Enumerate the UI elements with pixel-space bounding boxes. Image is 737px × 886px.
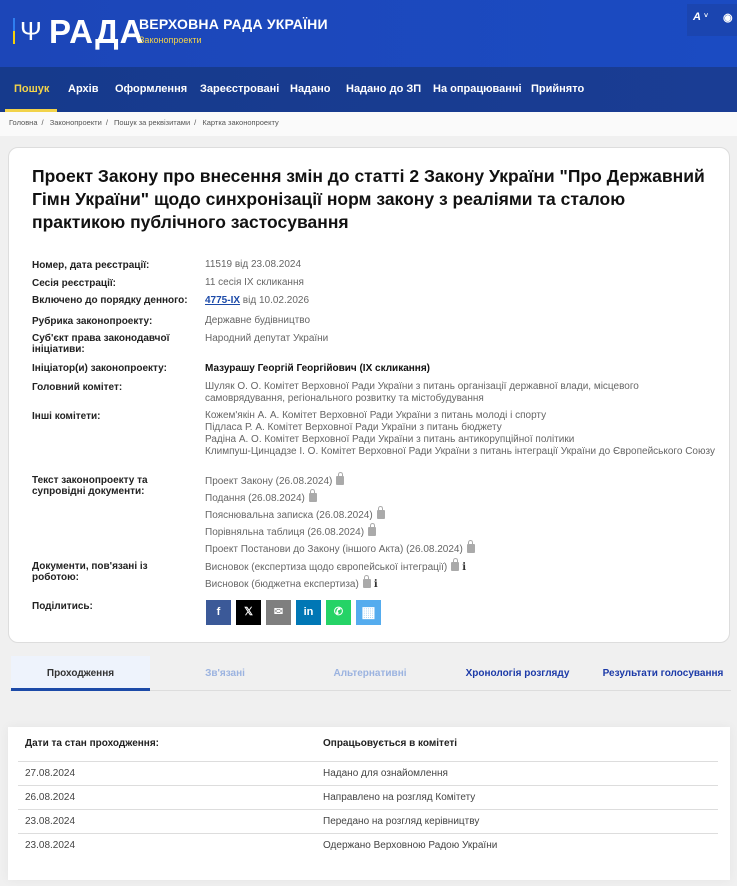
linkedin-icon[interactable]: in xyxy=(296,600,321,625)
row-date: 23.08.2024 xyxy=(25,840,76,851)
share-buttons xyxy=(206,600,381,625)
bill-card xyxy=(8,147,730,643)
related-list xyxy=(205,559,715,593)
site-header xyxy=(0,0,737,67)
nav-submitted[interactable]: Надано xyxy=(290,83,331,95)
tab-alternative[interactable]: Альтернативні xyxy=(333,668,407,679)
facebook-icon[interactable]: f xyxy=(206,600,231,625)
header-controls xyxy=(687,4,737,36)
related-label: Документи, пов'язані із роботою: xyxy=(32,561,148,583)
rubric-value: Державне будівництво xyxy=(205,315,311,326)
related-doc-link[interactable]: Висновок (бюджетна експертиза) xyxy=(205,579,359,590)
tab-passage[interactable]: Проходження xyxy=(11,656,150,691)
doc-link[interactable]: Проект Закону (26.08.2024) xyxy=(205,476,333,487)
breadcrumb-search[interactable]: Пошук за реквізитами xyxy=(114,118,191,127)
nav-registered[interactable]: Зареєстровані xyxy=(200,83,280,95)
reg-value: 11519 від 23.08.2024 xyxy=(205,259,302,270)
row-date: 26.08.2024 xyxy=(25,792,76,803)
info-icon[interactable]: i xyxy=(373,579,378,590)
subject-label: Суб'єкт права законодавчої ініціативи: xyxy=(32,333,170,355)
lock-icon xyxy=(467,544,475,553)
nav-search[interactable]: Пошук xyxy=(14,83,50,95)
row-status: Направлено на розгляд Комітету xyxy=(323,792,476,803)
doc-link[interactable]: Проект Постанови до Закону (іншого Акта) (26.08.2024) xyxy=(205,544,463,555)
session-value: 11 сесія IX скликання xyxy=(205,277,304,288)
lock-icon xyxy=(309,493,317,502)
table-row xyxy=(18,762,718,786)
lock-icon xyxy=(451,562,459,571)
agenda-value xyxy=(205,295,715,307)
main-committee-label: Головний комітет: xyxy=(32,382,123,393)
nav-processing[interactable]: На опрацюванні xyxy=(433,83,522,95)
agenda-label: Включено до порядку денного: xyxy=(32,295,188,306)
other-committees-label: Інші комітети: xyxy=(32,411,101,422)
table-row xyxy=(18,810,718,834)
passage-table xyxy=(8,727,730,880)
share-label: Поділитись: xyxy=(32,601,93,612)
tabs xyxy=(10,656,731,691)
committee-item: Климпуш-Цинцадзе І. О. Комітет Верховної Ради України з питань інтеграції України до Європейського Союзу xyxy=(205,446,715,457)
eye-icon[interactable]: ◉ xyxy=(723,12,733,24)
doc-link[interactable]: Подання (26.08.2024) xyxy=(205,493,305,504)
breadcrumb-current: Картка законопроекту xyxy=(202,118,279,127)
column-header: Дати та стан проходження: xyxy=(25,738,159,749)
row-status: Надано для ознайомлення xyxy=(323,768,448,779)
agenda-date: від 10.02.2026 xyxy=(240,295,310,306)
docs-list xyxy=(205,473,715,558)
whatsapp-icon[interactable]: ✆ xyxy=(326,600,351,625)
nav-adopted[interactable]: Прийнято xyxy=(531,83,585,95)
initiator-value[interactable]: Мазурашу Георгій Георгійович (IX скликання) xyxy=(205,363,431,374)
tab-voting[interactable]: Результати голосування xyxy=(602,668,724,679)
lock-icon xyxy=(368,527,376,536)
committee-item: Радіна А. О. Комітет Верховної Ради України з питань антикорупційної політики xyxy=(205,434,575,445)
rubric-label: Рубрика законопроекту: xyxy=(32,316,153,327)
flag-stripe xyxy=(13,18,15,44)
tab-chronology[interactable]: Хронологія розгляду xyxy=(465,668,570,679)
reg-label: Номер, дата реєстрації: xyxy=(32,260,150,271)
info-icon[interactable]: i xyxy=(462,562,467,573)
doc-link[interactable]: Порівняльна таблиця (26.08.2024) xyxy=(205,527,365,538)
committee-item: Кожем'якін А. А. Комітет Верховної Ради України з питань молоді і спорту xyxy=(205,410,547,421)
committee-item: Підласа Р. А. Комітет Верховної Ради України з питань бюджету xyxy=(205,422,502,433)
doc-link[interactable]: Пояснювальна записка (26.08.2024) xyxy=(205,510,373,521)
initiator-label: Ініціатор(и) законопроекту: xyxy=(32,363,167,374)
qr-code-icon[interactable]: ▦ xyxy=(356,600,381,625)
x-icon[interactable]: 𝕏 xyxy=(236,600,261,625)
main-committee-value: Шуляк О. О. Комітет Верховної Ради України з питань організації державної влади, місцевого самоврядування, регіонального розвитку та містобудування xyxy=(205,381,639,404)
breadcrumb-bills[interactable]: Законопроекти xyxy=(49,118,102,127)
breadcrumb: Головна / Законопроекти / Пошук за реквізитами / Картка законопроекту xyxy=(0,112,737,136)
agenda-link[interactable]: 4775-IX xyxy=(205,295,241,306)
subject-value: Народний депутат України xyxy=(205,333,329,344)
row-status: Передано на розгляд керівництву xyxy=(323,816,480,827)
trident-icon: Ψ xyxy=(20,16,42,46)
lock-icon xyxy=(377,510,385,519)
logo[interactable]: РАДА xyxy=(49,13,145,50)
main-nav xyxy=(0,67,737,112)
breadcrumb-home[interactable]: Головна xyxy=(9,118,38,127)
session-label: Сесія реєстрації: xyxy=(32,278,116,289)
column-header: Опрацьовується в комітеті xyxy=(323,738,458,749)
nav-drafting[interactable]: Оформлення xyxy=(115,83,188,95)
email-icon[interactable]: ✉ xyxy=(266,600,291,625)
table-row xyxy=(18,786,718,810)
docs-label: Текст законопроекту та супровідні документи: xyxy=(32,475,148,497)
row-date: 27.08.2024 xyxy=(25,768,76,779)
row-date: 23.08.2024 xyxy=(25,816,76,827)
table-header xyxy=(18,732,718,762)
site-title[interactable]: ВЕРХОВНА РАДА УКРАЇНИ xyxy=(139,16,328,32)
related-doc-link[interactable]: Висновок (експертиза щодо європейської інтеграції) xyxy=(205,562,448,573)
site-subtitle[interactable]: Законопроекти xyxy=(139,35,202,45)
nav-submitted-zp[interactable]: Надано до ЗП xyxy=(346,83,422,95)
nav-archive[interactable]: Архів xyxy=(68,83,99,95)
other-committees-list xyxy=(205,410,715,458)
tab-related[interactable]: Зв'язані xyxy=(205,668,245,679)
lock-icon xyxy=(336,476,344,485)
chevron-down-icon[interactable]: ˅ xyxy=(704,13,709,20)
page-title: Проект Закону про внесення змін до статті 2 Закону України "Про Державний Гімн України" щодо синхронізації норм закону з реаліями та сталою практикою публічного застосування xyxy=(32,166,705,232)
font-size-button[interactable]: A xyxy=(693,11,701,23)
lock-icon xyxy=(363,579,371,588)
row-status: Одержано Верховною Радою України xyxy=(323,840,498,851)
table-row xyxy=(18,834,718,858)
